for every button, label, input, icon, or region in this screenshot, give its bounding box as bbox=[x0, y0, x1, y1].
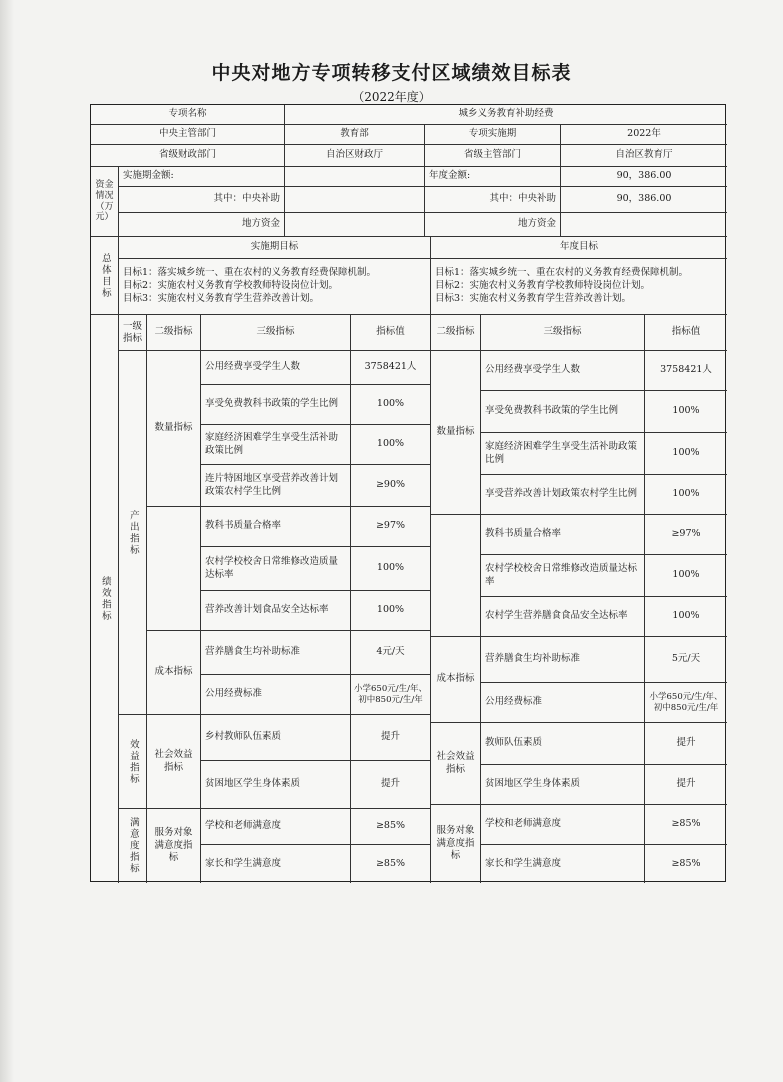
right-row-name: 学校和老师满意度 bbox=[481, 805, 645, 845]
page-title: 中央对地方专项转移支付区域绩效目标表 bbox=[211, 62, 572, 84]
l1-satisfaction: 满意度指标 bbox=[119, 809, 147, 883]
left-row-name: 享受免费教科书政策的学生比例 bbox=[201, 385, 351, 425]
col-level2-head-left: 二级指标 bbox=[147, 315, 201, 351]
central-dept-label: 中央主管部门 bbox=[91, 125, 285, 145]
col-value-head-right: 指标值 bbox=[645, 315, 727, 351]
left-row-name: 贫困地区学生身体素质 bbox=[201, 761, 351, 809]
right-row-name: 营养膳食生均补助标准 bbox=[481, 637, 645, 683]
local-left-label: 地方资金 bbox=[119, 213, 285, 237]
right-row-name: 享受免费教科书政策的学生比例 bbox=[481, 391, 645, 433]
page-year: （2022年度） bbox=[352, 90, 431, 104]
left-row-value: 提升 bbox=[351, 761, 431, 809]
period-label: 专项实施期 bbox=[425, 125, 561, 145]
funding-section-label: 资金情况（万元） bbox=[91, 167, 119, 237]
impl-goal-list bbox=[119, 259, 431, 315]
right-row-name: 教科书质量合格率 bbox=[481, 515, 645, 555]
col-value-head-left: 指标值 bbox=[351, 315, 431, 351]
right-row-value: ≥97% bbox=[645, 515, 727, 555]
l2-service-left: 服务对象满意度指标 bbox=[147, 809, 201, 883]
left-row-value: 小学650元/生/年、初中850元/生/年 bbox=[351, 675, 431, 715]
l2-cost-left: 成本指标 bbox=[147, 631, 201, 715]
right-row-value: 提升 bbox=[645, 723, 727, 765]
left-row-name: 营养膳食生均补助标准 bbox=[201, 631, 351, 675]
right-row-value: ≥85% bbox=[671, 857, 701, 869]
left-row-name: 学校和老师满意度 bbox=[201, 809, 351, 845]
impl-goal-head: 实施期目标 bbox=[119, 237, 431, 259]
prov-finance-label: 省级财政部门 bbox=[91, 145, 285, 167]
right-row-value: 100% bbox=[645, 597, 727, 637]
left-row-name: 教科书质量合格率 bbox=[201, 507, 351, 547]
year-total-value: 90，386.00 bbox=[561, 167, 727, 187]
year-goal-list bbox=[431, 259, 727, 315]
left-row-name: 公用经费享受学生人数 bbox=[201, 351, 351, 385]
right-row-value: 小学650元/生/年、初中850元/生/年 bbox=[645, 683, 727, 723]
left-row-name: 乡村教师队伍素质 bbox=[201, 715, 351, 761]
left-row-name: 连片特困地区享受营养改善计划政策农村学生比例 bbox=[201, 465, 351, 507]
left-row-value: ≥97% bbox=[351, 507, 431, 547]
right-row-name: 公用经费标准 bbox=[481, 683, 645, 723]
left-row-value: 100% bbox=[351, 425, 431, 465]
right-row-value: 100% bbox=[645, 475, 727, 515]
impl-goal-3: 目标3：实施农村义务教育学生营养改善计划。 bbox=[123, 292, 320, 304]
right-row-value: 3758421人 bbox=[645, 351, 727, 391]
indicators-section-label: 绩效指标 bbox=[91, 315, 119, 883]
l1-output: 产出指标 bbox=[119, 351, 147, 715]
impl-total-value bbox=[285, 167, 425, 187]
right-row-name: 公用经费享受学生人数 bbox=[481, 351, 645, 391]
col-level2-head-right: 二级指标 bbox=[431, 315, 481, 351]
year-goal-2: 目标2：实施农村义务教育学校教师特设岗位计划。 bbox=[435, 280, 651, 292]
right-row-value: 100% bbox=[645, 433, 727, 475]
project-name-value: 城乡义务教育补助经费 bbox=[285, 105, 727, 125]
right-row-name: 享受营养改善计划政策农村学生比例 bbox=[481, 475, 645, 515]
left-row-name: 公用经费标准 bbox=[201, 675, 351, 715]
scan-shadow bbox=[0, 0, 14, 1082]
prov-dept-label: 省级主管部门 bbox=[425, 145, 561, 167]
prov-finance-value: 自治区财政厅 bbox=[285, 145, 425, 167]
project-name-label: 专项名称 bbox=[91, 105, 285, 125]
left-row-name: 家长和学生满意度 bbox=[201, 845, 351, 883]
l2-quality-right bbox=[431, 515, 481, 637]
period-value: 2022年 bbox=[561, 125, 727, 145]
right-row-name: 家庭经济困难学生享受生活补助政策比例 bbox=[481, 433, 645, 475]
year-goal-head: 年度目标 bbox=[431, 237, 727, 259]
left-row-name: 营养改善计划食品安全达标率 bbox=[201, 591, 351, 631]
right-row-value: 提升 bbox=[645, 765, 727, 805]
l2-social-right: 社会效益指标 bbox=[431, 723, 481, 805]
central-left-label: 其中：中央补助 bbox=[119, 187, 285, 213]
left-row-value: 100% bbox=[351, 385, 431, 425]
l2-quantity-right: 数量指标 bbox=[431, 351, 481, 515]
l1-benefit: 效益指标 bbox=[119, 715, 147, 809]
left-row-value: 提升 bbox=[351, 715, 431, 761]
right-row-name: 家长和学生满意度 bbox=[481, 845, 645, 883]
year-total-label: 年度金额: bbox=[425, 167, 561, 187]
col-level3-head-left: 三级指标 bbox=[201, 315, 351, 351]
impl-goal-1: 目标1：落实城乡统一、重在农村的义务教育经费保障机制。 bbox=[123, 267, 377, 279]
year-goal-1: 目标1：落实城乡统一、重在农村的义务教育经费保障机制。 bbox=[435, 267, 689, 279]
impl-total-label: 实施期金额: bbox=[119, 167, 285, 187]
left-row-value: 100% bbox=[351, 591, 431, 631]
left-row-value: 100% bbox=[351, 547, 431, 591]
l2-cost-right: 成本指标 bbox=[431, 637, 481, 723]
local-right-value bbox=[561, 213, 727, 237]
right-row-name: 农村学校校舍日常维修改造质量达标率 bbox=[481, 555, 645, 597]
right-row-name: 教师队伍素质 bbox=[481, 723, 645, 765]
local-right-label: 地方资金 bbox=[425, 213, 561, 237]
target-table bbox=[90, 104, 726, 882]
l2-quantity-left: 数量指标 bbox=[147, 351, 201, 507]
left-row-value: ≥85% bbox=[351, 809, 431, 845]
impl-goal-2: 目标2：实施农村义务教育学校教师特设岗位计划。 bbox=[123, 280, 339, 292]
right-row-name: 贫困地区学生身体素质 bbox=[481, 765, 645, 805]
overall-section-label: 总体目标 bbox=[91, 237, 119, 315]
col-level3-head-right: 三级指标 bbox=[481, 315, 645, 351]
left-row-name: 农村学校校舍日常维修改造质量达标率 bbox=[201, 547, 351, 591]
year-goal-3: 目标3：实施农村义务教育学生营养改善计划。 bbox=[435, 292, 632, 304]
prov-dept-value: 自治区教育厅 bbox=[561, 145, 727, 167]
left-row-value: 4元/天 bbox=[351, 631, 431, 675]
right-row-value: ≥85% bbox=[645, 805, 727, 845]
right-row-value: 100% bbox=[645, 391, 727, 433]
local-left-value bbox=[285, 213, 425, 237]
central-right-label: 其中：中央补助 bbox=[425, 187, 561, 213]
left-row-name: 家庭经济困难学生享受生活补助政策比例 bbox=[201, 425, 351, 465]
col-level1-head: 一级指标 bbox=[119, 315, 147, 351]
left-row-value: 3758421人 bbox=[351, 351, 431, 385]
l2-social-left: 社会效益指标 bbox=[147, 715, 201, 809]
right-row-value: 100% bbox=[645, 555, 727, 597]
central-right-value: 90，386.00 bbox=[561, 187, 727, 213]
right-row-name: 农村学生营养膳食食品安全达标率 bbox=[481, 597, 645, 637]
central-dept-value: 教育部 bbox=[285, 125, 425, 145]
left-row-value: ≥85% bbox=[351, 845, 431, 883]
left-row-value: ≥90% bbox=[351, 465, 431, 507]
l2-service-right: 服务对象满意度指标 bbox=[431, 805, 481, 883]
right-row-value: 5元/天 bbox=[645, 637, 727, 683]
l2-quality-left bbox=[147, 507, 201, 631]
central-left-value bbox=[285, 187, 425, 213]
